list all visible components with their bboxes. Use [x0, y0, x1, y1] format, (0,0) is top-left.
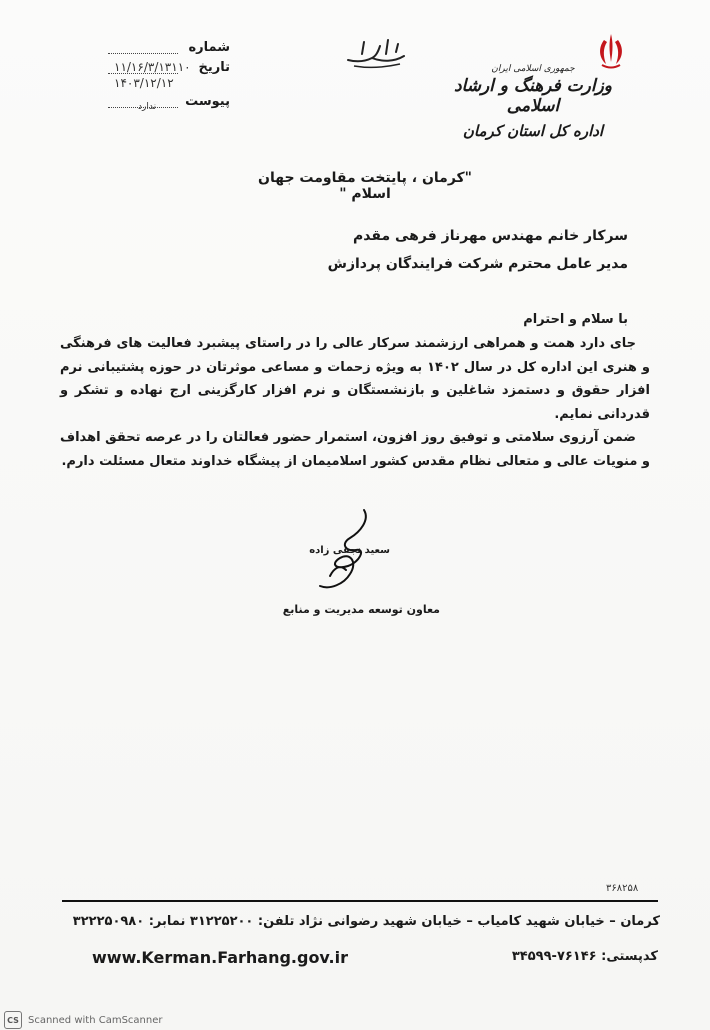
meta-date-row-2 — [30, 76, 230, 94]
footer-address: کرمان – خیابان شهید کامیاب – خیابان شهید رضوانی نژاد تلفن: ۳۱۲۲۵۲۰۰ نمابر: ۳۲۲۲۵۰۹۸۰ — [72, 914, 660, 929]
bismillah-calligraphy — [342, 32, 412, 72]
ministry-header — [438, 64, 628, 140]
meta-attachment-row — [30, 94, 230, 114]
footer-postal-code: کدپستی: ۷۶۱۴۶-۳۴۵۹۹ — [511, 949, 658, 964]
body-paragraph-1: جای دارد همت و همراهی ارزشمند سرکار عالی را در راستای پیشبرد فعالیت های فرهنگی و هنری این اداره کل در سال ۱۴۰۲ به ویژه زحمات و مساعی موثرتان در حوزه پشتیبانی نرم افزار حقوق و دستمزد شاغلین و بازنشستگان و نرم افزار کارگزینی ارج نهاده و تشکر و قدردانی نمایم. — [60, 336, 650, 422]
ministry-name: وزارت فرهنگ و ارشاد اسلامی — [453, 76, 613, 116]
meta-number-label: شماره — [188, 40, 230, 55]
meta-number-dots — [108, 53, 178, 54]
meta-attachment-label: پیوست — [185, 94, 230, 109]
scanner-text: Scanned with CamScanner — [28, 1014, 163, 1026]
meta-date-label: تاریخ — [198, 60, 230, 75]
body-paragraph-2: ضمن آرزوی سلامتی و توفیق روز افزون، استمرار حضور فعالتان را در عرصه تحقق اهداف و منویات عالی و متعالی نظام مقدس کشور اسلامیمان از پیشگاه خداوند متعال مسئلت دارم. — [60, 430, 650, 469]
document-serial: ۳۶۸۲۵۸ — [606, 883, 639, 894]
meta-date-value-2: ۱۴۰۳/۱۲/۱۲ — [114, 76, 174, 90]
slogan: "کرمان ، پایتخت مقاومت جهان اسلام " — [258, 170, 472, 202]
signer-name: سعید نجفی زاده — [309, 545, 390, 556]
camscanner-icon: CS — [4, 1011, 22, 1029]
ministry-country: جمهوری اسلامی ایران — [491, 64, 575, 74]
recipient-name: سرکار خانم مهندس مهرناز فرهی مقدم — [353, 228, 628, 244]
footer-website: www.Kerman.Farhang.gov.ir — [92, 948, 349, 967]
letter-meta — [30, 40, 230, 114]
signer-title: معاون توسعه مدیریت و منابع — [282, 603, 440, 616]
ministry-department: اداره کل استان کرمان — [462, 122, 604, 140]
meta-number-row — [30, 40, 230, 60]
footer-divider — [62, 900, 658, 902]
meta-date-value: ۱۱/۱۶/۳/۱۳۱۱۰ — [114, 60, 191, 74]
scanner-watermark — [0, 1010, 163, 1030]
recipient-title: مدیر عامل محترم شرکت فرایندگان پردازش — [327, 256, 628, 272]
meta-attachment-value: ندارد — [138, 102, 157, 112]
greeting: با سلام و احترام — [523, 312, 628, 327]
bismillah-calligraphy-icon — [342, 32, 412, 72]
letter-body — [60, 332, 650, 473]
